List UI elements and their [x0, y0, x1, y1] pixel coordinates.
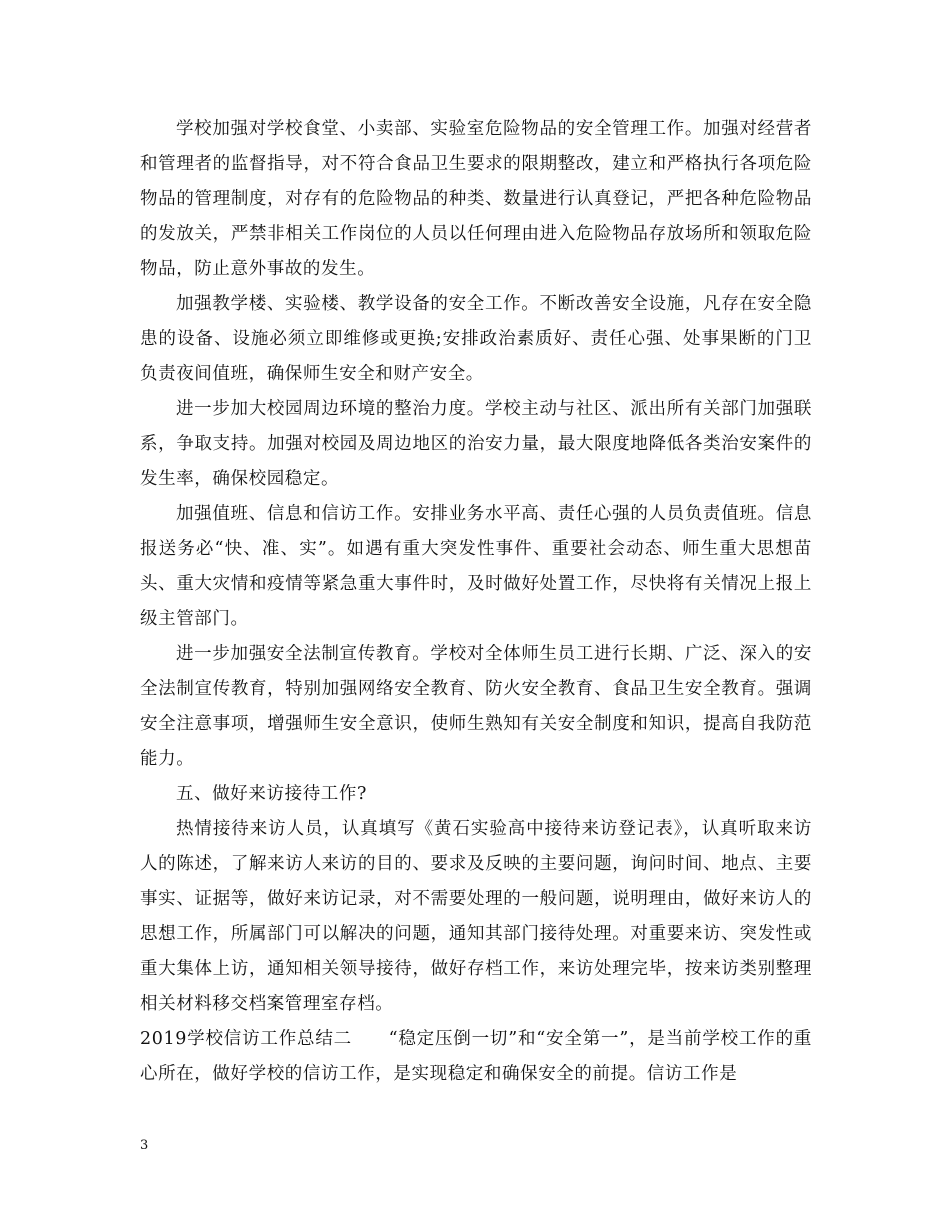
- section-heading-visitor-reception: 五、做好来访接待工作?: [176, 784, 367, 804]
- paragraph-campus-environment: 进一步加大校园周边环境的整治力度。学校主动与社区、派出所有关部门加强联系，争取支持。加强对校园及周边地区的治安力量，最大限度地降低各类治安案件的发生率，确保校园稳定。: [140, 399, 812, 489]
- paragraph-canteen-safety: 学校加强对学校食堂、小卖部、实验室危险物品的安全管理工作。加强对经营者和管理者的监督指导，对不符合食品卫生要求的限期整改，建立和严格执行各项危险物品的管理制度，对存有的危险物品的种类、数量进行认真登记，严把各种危险物品的发放关，严禁非相关工作岗位的人员以任何理由进入危险物品存放场所和领取危险物品，防止意外事故的发生。: [140, 119, 812, 279]
- paragraph-visitor-reception: 热情接待来访人员，认真填写《黄石实验高中接待来访登记表》，认真听取来访人的陈述，了解来访人来访的目的、要求及反映的主要问题，询问时间、地点、主要事实、证据等，做好来访记录，对不需要处理的一般问题，说明理由，做好来访人的思想工作，所属部门可以解决的问题，通知其部门接待处理。对重要来访、突发性或重大集体上访，通知相关领导接待，做好存档工作，来访处理完毕，按来访类别整理相关材料移交档案管理室存档。: [140, 819, 812, 1014]
- paragraph-duty-and-petition: 加强值班、信息和信访工作。安排业务水平高、责任心强的人员负责值班。信息报送务必“快、准、实”。如遇有重大突发性事件、重要社会动态、师生重大思想苗头、重大灾情和疫情等紧急重大事件时，及时做好处置工作，尽快将有关情况上报上级主管部门。: [140, 504, 812, 629]
- paragraph-summary-two: 2019学校信访工作总结二 “稳定压倒一切”和“安全第一”，是当前学校工作的重心所在，做好学校的信访工作，是实现稳定和确保安全的前提。信访工作是: [140, 1029, 812, 1084]
- page-number: 3: [140, 1138, 149, 1153]
- paragraph-legal-education: 进一步加强安全法制宣传教育。学校对全体师生员工进行长期、广泛、深入的安全法制宣传教育，特别加强网络安全教育、防火安全教育、食品卫生安全教育。强调安全注意事项，增强师生安全意识，使师生熟知有关安全制度和知识，提高自我防范能力。: [140, 644, 812, 769]
- document-body: [140, 112, 812, 1092]
- paragraph-building-safety: 加强教学楼、实验楼、教学设备的安全工作。不断改善安全设施，凡存在安全隐患的设备、设施必须立即维修或更换;安排政治素质好、责任心强、处事果断的门卫负责夜间值班，确保师生安全和财产安全。: [140, 294, 812, 384]
